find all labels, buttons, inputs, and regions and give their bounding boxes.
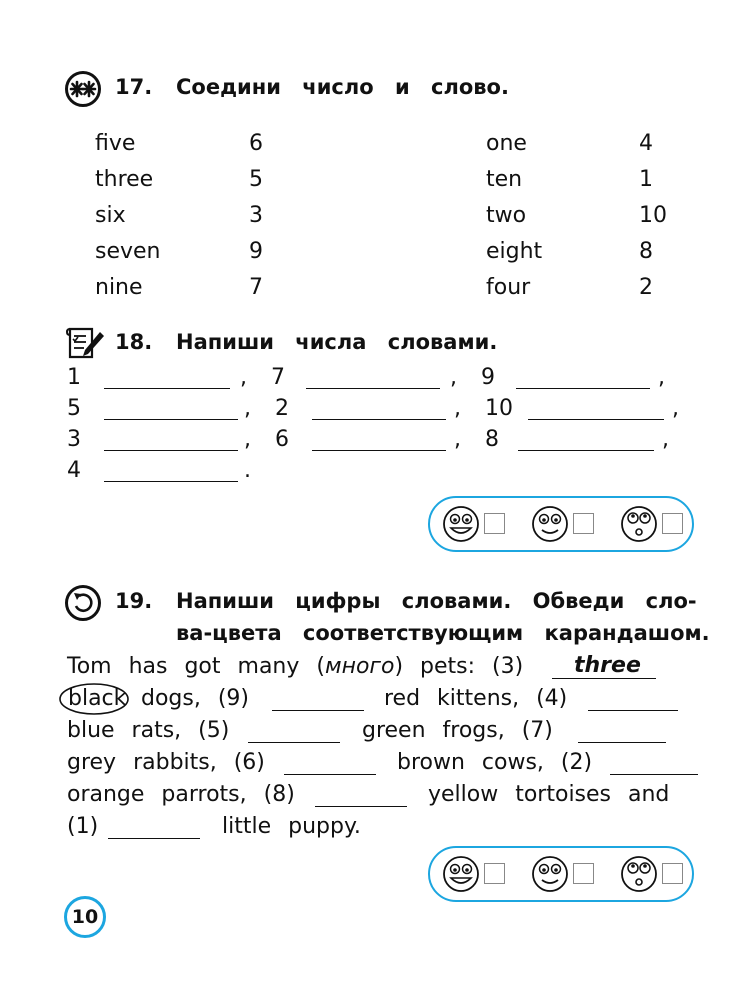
example-answer: three xyxy=(574,653,641,678)
number-label: 6 xyxy=(275,427,289,452)
answer-line[interactable] xyxy=(516,388,650,389)
number-label: 2 xyxy=(275,396,289,421)
confused-face-icon xyxy=(620,505,658,543)
word-item: two xyxy=(486,203,527,228)
number-item: 10 xyxy=(639,203,667,228)
number-item: 6 xyxy=(249,131,263,156)
answer-line[interactable] xyxy=(578,742,666,743)
text-segment: brown cows, (2) xyxy=(397,750,593,775)
text-line-1 xyxy=(67,654,523,679)
word-item: eight xyxy=(486,239,543,264)
text-segment: orange parrots, (8) xyxy=(67,782,295,807)
number-item: 2 xyxy=(639,275,653,300)
word-item: one xyxy=(486,131,527,156)
word-item: three xyxy=(95,167,154,192)
comma: , xyxy=(244,427,251,452)
answer-line[interactable] xyxy=(518,450,654,451)
text-segment: dogs, (9) xyxy=(141,686,250,711)
text-segment: ) pets: (3) xyxy=(394,654,524,679)
comma: , xyxy=(240,365,247,390)
repeat-icon xyxy=(64,584,102,622)
text-segment: yellow tortoises and xyxy=(428,782,670,807)
russian-gloss: много xyxy=(324,654,395,679)
number-item: 1 xyxy=(639,167,653,192)
answer-line[interactable] xyxy=(312,419,446,420)
answer-line[interactable] xyxy=(284,774,376,775)
number-label: 1 xyxy=(67,365,81,390)
number-label: 4 xyxy=(67,458,81,483)
comma: , xyxy=(244,396,251,421)
number-item: 4 xyxy=(639,131,653,156)
word-item: seven xyxy=(95,239,161,264)
exercise-17-number: 17. xyxy=(115,75,153,99)
number-item: 5 xyxy=(249,167,263,192)
pair-work-icon xyxy=(64,70,102,108)
exercise-19-title-line2: ва-цвета соответствующим карандашом. xyxy=(176,621,710,645)
confused-face-icon xyxy=(620,855,658,893)
word-item: ten xyxy=(486,167,523,192)
answer-line[interactable] xyxy=(104,419,238,420)
checkbox[interactable] xyxy=(484,863,505,884)
word-item: nine xyxy=(95,275,143,300)
number-label: 3 xyxy=(67,427,81,452)
answer-line[interactable] xyxy=(588,710,678,711)
number-label: 5 xyxy=(67,396,81,421)
answer-line[interactable] xyxy=(552,678,656,679)
comma: , xyxy=(454,427,461,452)
text-segment: red kittens, (4) xyxy=(384,686,568,711)
number-item: 7 xyxy=(249,275,263,300)
checkbox[interactable] xyxy=(573,513,594,534)
number-label: 9 xyxy=(481,365,495,390)
left-numbers-column xyxy=(249,126,263,306)
text-segment: (1) xyxy=(67,814,99,839)
happy-face-icon xyxy=(442,505,480,543)
left-words-column xyxy=(95,126,161,306)
checkbox[interactable] xyxy=(484,513,505,534)
number-item: 9 xyxy=(249,239,263,264)
right-numbers-column xyxy=(639,126,667,306)
answer-line[interactable] xyxy=(315,806,407,807)
circled-word: black xyxy=(68,686,127,711)
word-item: six xyxy=(95,203,126,228)
text-segment: little puppy. xyxy=(222,814,361,839)
self-assessment-box xyxy=(428,496,694,552)
exercise-18-number: 18. xyxy=(115,330,153,354)
right-words-column xyxy=(486,126,542,306)
answer-line[interactable] xyxy=(108,838,200,839)
text-segment: blue rats, (5) xyxy=(67,718,230,743)
content-face-icon xyxy=(531,505,569,543)
word-item: four xyxy=(486,275,531,300)
number-item: 8 xyxy=(639,239,653,264)
checkbox[interactable] xyxy=(662,513,683,534)
exercise-18-title: Напиши числа словами. xyxy=(176,330,498,354)
answer-line[interactable] xyxy=(306,388,440,389)
content-face-icon xyxy=(531,855,569,893)
comma: , xyxy=(658,365,665,390)
checkbox[interactable] xyxy=(573,863,594,884)
answer-line[interactable] xyxy=(528,419,664,420)
number-label: 8 xyxy=(485,427,499,452)
exercise-17-title: Соедини число и слово. xyxy=(176,75,509,99)
period: . xyxy=(244,458,251,483)
answer-line[interactable] xyxy=(248,742,340,743)
text-segment: green frogs, (7) xyxy=(362,718,553,743)
exercise-19-title-line1: Напиши цифры словами. Обведи сло- xyxy=(176,589,697,613)
page-number: 10 xyxy=(64,896,106,938)
write-icon xyxy=(66,326,106,360)
exercise-19-number: 19. xyxy=(115,589,153,613)
comma: , xyxy=(662,427,669,452)
checkbox[interactable] xyxy=(662,863,683,884)
number-label: 7 xyxy=(271,365,285,390)
self-assessment-box xyxy=(428,846,694,902)
number-label: 10 xyxy=(485,396,513,421)
answer-line[interactable] xyxy=(272,710,364,711)
answer-line[interactable] xyxy=(104,388,230,389)
answer-line[interactable] xyxy=(610,774,698,775)
number-item: 3 xyxy=(249,203,263,228)
comma: , xyxy=(450,365,457,390)
happy-face-icon xyxy=(442,855,480,893)
word-item: five xyxy=(95,131,136,156)
answer-line[interactable] xyxy=(104,450,238,451)
text-segment: grey rabbits, (6) xyxy=(67,750,265,775)
answer-line[interactable] xyxy=(312,450,446,451)
comma: , xyxy=(672,396,679,421)
text-segment: Tom has got many ( xyxy=(67,654,325,679)
answer-line[interactable] xyxy=(104,481,238,482)
comma: , xyxy=(454,396,461,421)
